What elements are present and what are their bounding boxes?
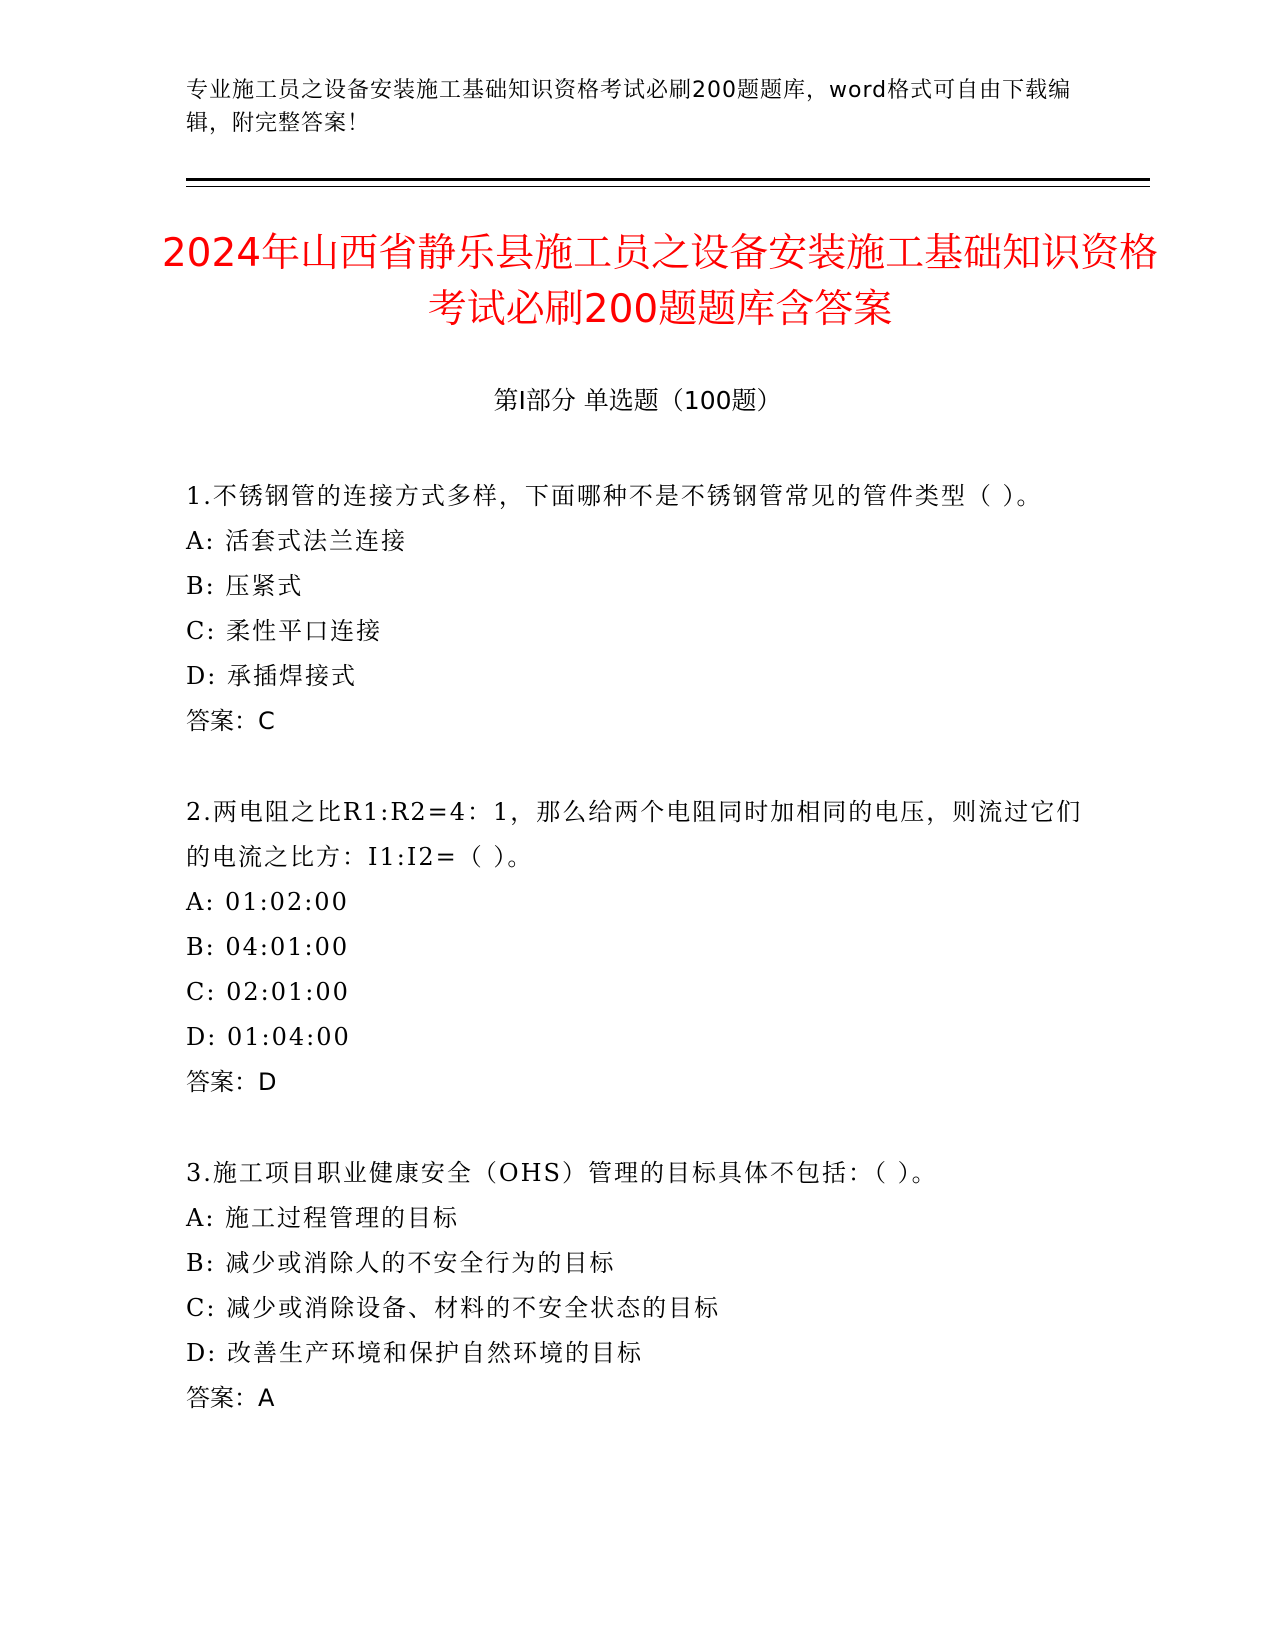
- header-note: 专业施工员之设备安装施工基础知识资格考试必刷200题题库，word格式可自由下载编辑，附完整答案！: [186, 78, 1072, 136]
- question-stem: 3.施工项目职业健康安全（OHS）管理的目标具体不包括：（ ）。: [186, 1159, 938, 1187]
- option-c: C: 柔性平口连接: [186, 617, 383, 645]
- question-1: [186, 474, 1086, 744]
- question-list: [186, 474, 1086, 1467]
- option-b: B: 压紧式: [186, 572, 304, 600]
- question-stem: 2.两电阻之比R1:R2=4：1，那么给两个电阻同时加相同的电压，则流过它们的电流之比方：I1:I2=（ ）。: [186, 798, 1083, 871]
- section-heading: 第Ⅰ部分 单选题（100题）: [493, 386, 782, 415]
- header-rule-thick: [186, 178, 1150, 181]
- answer: 答案：A: [186, 1384, 275, 1412]
- document-title: 2024年山西省静乐县施工员之设备安装施工基础知识资格考试必刷200题题库含答案: [161, 231, 1159, 332]
- option-d: D: 改善生产环境和保护自然环境的目标: [186, 1339, 643, 1367]
- question-2: [186, 790, 1086, 1105]
- option-b: B: 减少或消除人的不安全行为的目标: [186, 1249, 616, 1277]
- answer: 答案：D: [186, 1068, 277, 1096]
- option-d: D: 01:04:00: [186, 1023, 351, 1051]
- header-rule-thin: [186, 186, 1150, 187]
- question-3: [186, 1151, 1086, 1421]
- option-a: A: 活套式法兰连接: [186, 527, 408, 555]
- option-a: A: 01:02:00: [186, 888, 349, 916]
- option-c: C: 02:01:00: [186, 978, 350, 1006]
- option-a: A: 施工过程管理的目标: [186, 1204, 460, 1232]
- question-stem: 1.不锈钢管的连接方式多样，下面哪种不是不锈钢管常见的管件类型（ ）。: [186, 482, 1043, 510]
- option-d: D: 承插焊接式: [186, 662, 357, 690]
- answer: 答案：C: [186, 707, 275, 735]
- option-b: B: 04:01:00: [186, 933, 350, 961]
- option-c: C: 减少或消除设备、材料的不安全状态的目标: [186, 1294, 721, 1322]
